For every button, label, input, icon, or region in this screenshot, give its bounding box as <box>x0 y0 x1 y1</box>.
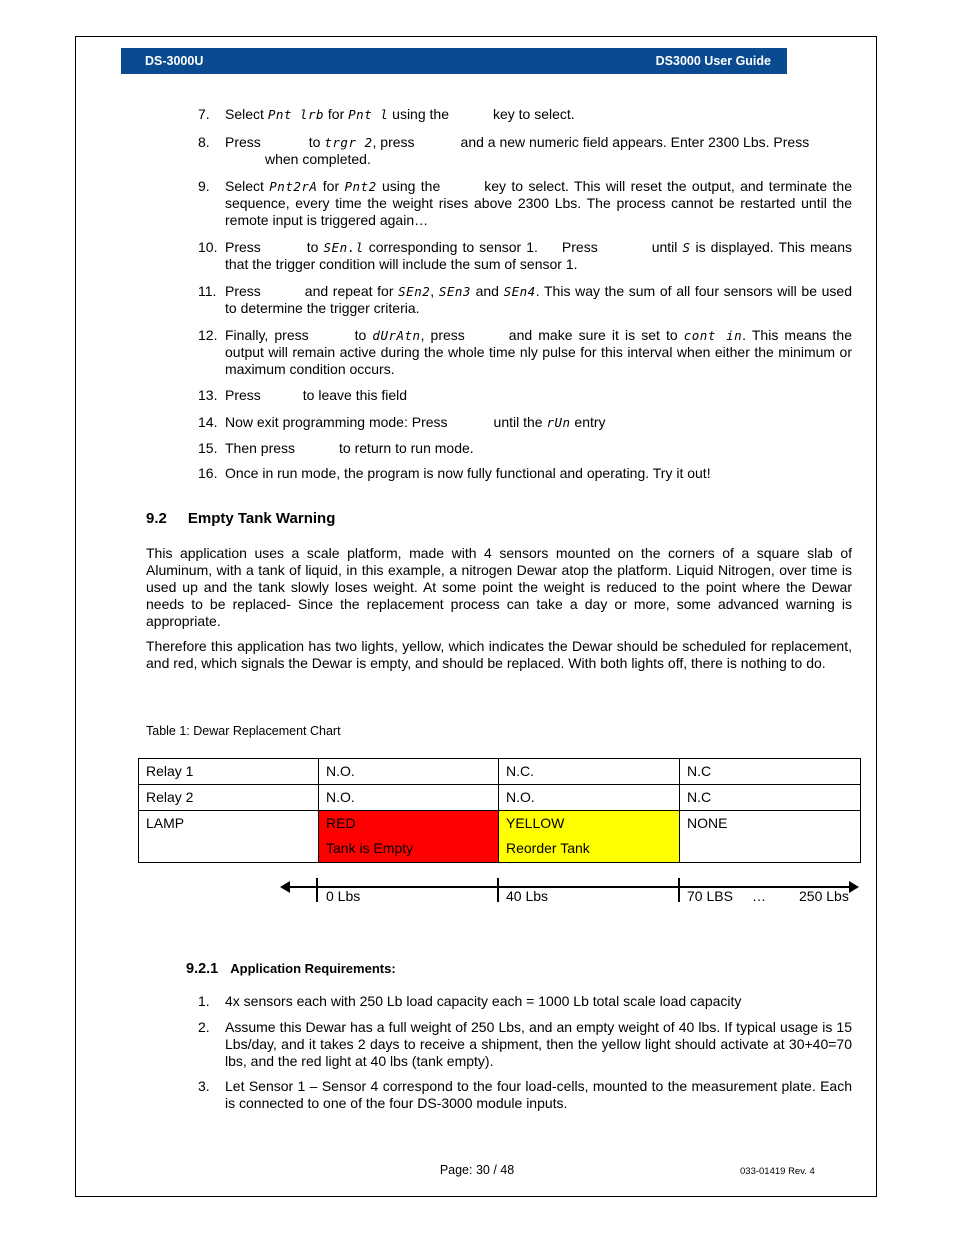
step-number: 10. <box>198 239 218 255</box>
table-row-lamp <box>139 811 861 863</box>
arrow-right-icon <box>849 881 859 893</box>
requirement-2 <box>198 1019 852 1070</box>
requirement-text: Assume this Dewar has a full weight of 250 Lbs, and an empty weight of 40 lbs. If typical usage is 15 Lbs/day, and it takes 2 days to receive a shipment, then the yellow light should activate at 30+40=70 lbs, and the red light at 40 lbs (tank empty). <box>225 1019 852 1069</box>
step-8 <box>198 134 852 168</box>
table-cell: Relay 2 <box>139 785 319 811</box>
dewar-replacement-table <box>138 758 861 863</box>
step-text: Once in run mode, the program is now fully functional and operating. Try it out! <box>225 465 711 481</box>
scale-tick <box>497 878 499 902</box>
table-cell: Relay 1 <box>139 759 319 785</box>
lcd-text: dUrAtn <box>372 328 421 343</box>
header-product: DS-3000U <box>145 54 204 68</box>
table-cell: N.O. <box>319 785 499 811</box>
table-cell: N.C <box>680 785 861 811</box>
section-paragraph-2: Therefore this application has two lights, yellow, which indicates the Dewar should be scheduled for replacement, and red, which signals the Dewar is empty, and should be replaced. With both lights off, there is nothing to do. <box>146 638 852 671</box>
step-number: 13. <box>198 387 218 403</box>
step-text: for <box>317 178 345 194</box>
step-text: , press <box>420 327 465 343</box>
step-text: . This way the sum of all four sensors will be used to determine the trigger criteria. <box>225 283 852 316</box>
step-16 <box>198 465 852 482</box>
section-heading <box>146 510 335 527</box>
step-text: corresponding to sensor 1. <box>363 239 538 255</box>
lcd-text: SEn.l <box>323 240 364 255</box>
table-cell: N.C <box>680 759 861 785</box>
step-15 <box>198 440 852 457</box>
step-number: 7. <box>198 106 210 122</box>
step-text: when completed. <box>265 151 371 167</box>
lcd-text: SEn3 <box>438 284 471 299</box>
step-text: to <box>306 239 324 255</box>
requirement-1 <box>198 993 852 1010</box>
step-text: until the <box>493 414 547 430</box>
header-guide-title: DS3000 User Guide <box>655 54 771 68</box>
step-text: Press <box>225 387 261 403</box>
step-number: 16. <box>198 465 218 481</box>
step-text: Select <box>225 178 270 194</box>
lcd-text: Pnt l <box>348 107 389 122</box>
lcd-text: SEn2 <box>398 284 431 299</box>
table-cell: N.O. <box>319 759 499 785</box>
scale-label: 70 LBS <box>687 888 733 904</box>
step-text: and make sure it is set to <box>508 327 684 343</box>
step-text: is displayed. This means that the trigger condition will include the sum of sensor 1. <box>225 239 852 272</box>
step-14 <box>198 414 852 431</box>
document-revision: 033-01419 Rev. 4 <box>740 1166 815 1177</box>
step-number: 15. <box>198 440 218 456</box>
step-text: key to select. This will reset the output, and terminate the sequence, every time the weight rises above 2300 Lbs. The process cannot be restarted until the remote input is triggered again… <box>225 178 852 228</box>
scale-label: 0 Lbs <box>326 888 361 904</box>
subsection-heading <box>186 960 396 977</box>
step-text: to return to run mode. <box>339 440 474 456</box>
lcd-text: rUn <box>546 415 571 430</box>
scale-label: … <box>752 888 766 904</box>
table-caption: Table 1: Dewar Replacement Chart <box>146 724 341 738</box>
step-text: using the <box>388 106 449 122</box>
yellow-lamp-cell <box>499 811 680 863</box>
step-number: 8. <box>198 134 210 150</box>
step-13 <box>198 387 852 404</box>
scale-label: 40 Lbs <box>506 888 549 904</box>
step-text: Now exit programming mode: Press <box>225 414 448 430</box>
step-text: Then press <box>225 440 296 456</box>
red-lamp-cell <box>319 811 499 863</box>
subsection-number: 9.2.1 <box>186 961 219 977</box>
requirement-number: 3. <box>198 1078 210 1094</box>
step-12 <box>198 327 852 378</box>
weight-scale-line <box>282 886 856 888</box>
scale-label: 250 Lbs <box>799 888 849 904</box>
step-text: key to select. <box>492 106 575 122</box>
table-cell: LAMP <box>139 811 319 863</box>
table-cell: N.O. <box>499 785 680 811</box>
step-number: 14. <box>198 414 218 430</box>
table-cell: N.C. <box>499 759 680 785</box>
table-row <box>139 759 861 785</box>
lcd-text: cont in <box>683 328 743 343</box>
step-text: and a new numeric field appears. Enter 2300 Lbs. Press <box>460 134 810 150</box>
step-text: , press <box>372 134 415 150</box>
step-number: 9. <box>198 178 210 194</box>
page-number: Page: 30 / 48 <box>439 1163 515 1177</box>
step-text: to <box>308 134 325 150</box>
step-number: 11. <box>198 283 217 299</box>
red-lamp-label: RED <box>326 815 356 831</box>
step-text: Press <box>225 283 261 299</box>
table-row <box>139 785 861 811</box>
step-text: using the <box>376 178 441 194</box>
page-header <box>121 48 787 74</box>
red-lamp-description: Tank is Empty <box>326 840 414 856</box>
step-text: for <box>324 106 349 122</box>
section-title: Empty Tank Warning <box>187 510 336 527</box>
step-text: to <box>354 327 373 343</box>
step-text: Finally, press <box>225 327 309 343</box>
yellow-lamp-description: Reorder Tank <box>506 840 590 856</box>
subsection-title: Application Requirements: <box>230 961 396 976</box>
step-text: Select <box>225 106 268 122</box>
scale-tick <box>678 878 680 902</box>
requirement-3 <box>198 1078 852 1112</box>
step-text: . This means the output will remain active during the whole time nly pulse for this interval when either the minimum or maximum condition occurs. <box>225 327 852 377</box>
requirement-text: 4x sensors each with 250 Lb load capacity each = 1000 Lb total scale load capacity <box>225 993 742 1009</box>
step-9 <box>198 178 852 229</box>
requirement-number: 1. <box>198 993 210 1009</box>
step-number: 12. <box>198 327 218 343</box>
table-cell: NONE <box>680 811 861 863</box>
step-text: Press <box>225 134 261 150</box>
step-text: entry <box>570 414 606 430</box>
step-text: Press <box>561 239 598 255</box>
lcd-text: trgr 2 <box>324 135 373 150</box>
step-7 <box>198 106 852 123</box>
lcd-text: S <box>682 240 691 255</box>
step-text: , <box>430 283 439 299</box>
section-number: 9.2 <box>146 510 167 527</box>
lcd-text: SEn4 <box>503 284 536 299</box>
lcd-text: Pnt2 <box>344 179 377 194</box>
step-text: until <box>651 239 683 255</box>
step-11 <box>198 283 852 317</box>
requirement-number: 2. <box>198 1019 210 1035</box>
step-text: to leave this field <box>302 387 408 403</box>
arrow-left-icon <box>280 881 290 893</box>
step-text: Press <box>225 239 261 255</box>
step-text: and <box>470 283 504 299</box>
section-paragraph-1: This application uses a scale platform, made with 4 sensors mounted on the corners of a square slab of Aluminum, with a tank of liquid, in this example, a nitrogen Dewar atop the platform. Liquid Nitrogen, over time is used up and the tank slowly loses weight. At some point the weight is reduced to the point where the Dewar needs to be replaced- Since the replacement process can take a day or more, some advanced warning is appropriate. <box>146 545 852 629</box>
lcd-text: Pnt lrb <box>267 107 324 122</box>
step-10 <box>198 239 852 273</box>
lcd-text: Pnt2rA <box>269 179 318 194</box>
requirement-text: Let Sensor 1 – Sensor 4 correspond to the four load-cells, mounted to the measurement plate. Each is connected to one of the four DS-3000 module inputs. <box>225 1078 852 1111</box>
yellow-lamp-label: YELLOW <box>506 815 565 831</box>
step-text: and repeat for <box>304 283 399 299</box>
scale-tick <box>316 878 318 902</box>
